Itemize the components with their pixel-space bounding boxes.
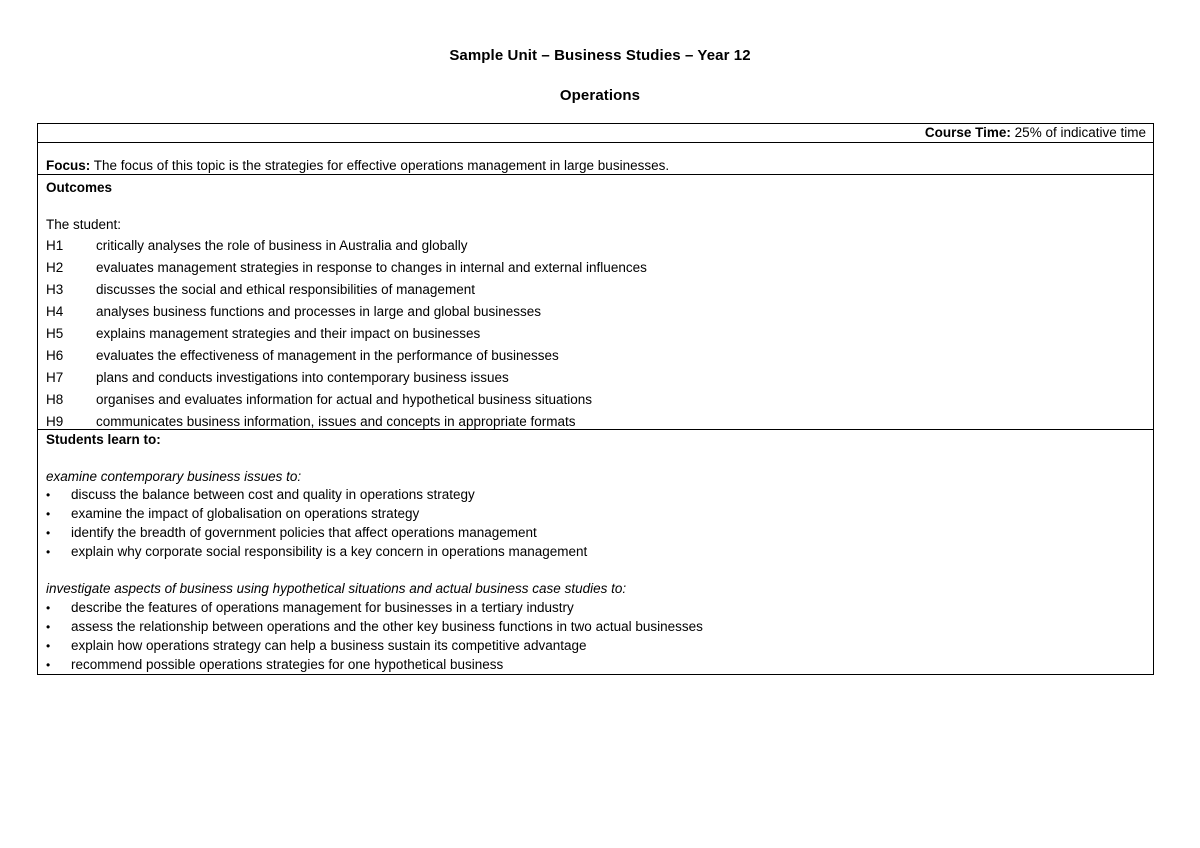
bullet-icon: • xyxy=(46,639,51,653)
outcome-text: discusses the social and ethical responsibilities of management xyxy=(96,282,475,297)
outcome-text: evaluates management strategies in response to changes in internal and external influences xyxy=(96,260,647,275)
outcome-code: H3 xyxy=(46,282,64,297)
list-item xyxy=(46,618,1145,637)
focus-row xyxy=(46,158,1153,173)
list-item xyxy=(46,505,1145,524)
outcome-text: analyses business functions and processes in large and global businesses xyxy=(96,304,542,319)
bullet-text: describe the features of operations management for businesses in a tertiary industry xyxy=(71,600,574,615)
outcome-code: H5 xyxy=(46,326,64,341)
outcome-code: H9 xyxy=(46,414,64,429)
unit-table xyxy=(37,123,1154,675)
learn-section-intro: examine contemporary business issues to: xyxy=(46,469,302,484)
bullet-text: recommend possible operations strategies for one hypothetical business xyxy=(71,657,504,672)
list-item xyxy=(46,237,1145,259)
course-time xyxy=(925,125,1146,140)
outcome-code: H8 xyxy=(46,392,64,407)
list-item xyxy=(46,369,1145,391)
learn-bullet-list xyxy=(46,486,1145,562)
outcomes-heading: Outcomes xyxy=(46,180,113,195)
list-item xyxy=(46,637,1145,656)
list-item xyxy=(46,259,1145,281)
outcome-text: communicates business information, issues and concepts in appropriate formats xyxy=(96,414,576,429)
divider xyxy=(38,142,1153,143)
outcome-code: H4 xyxy=(46,304,64,319)
outcome-text: critically analyses the role of business in Australia and globally xyxy=(96,238,468,253)
outcome-text: organises and evaluates information for actual and hypothetical business situations xyxy=(96,392,593,407)
outcome-code: H2 xyxy=(46,260,64,275)
list-item xyxy=(46,486,1145,505)
outcomes-list xyxy=(46,237,1145,435)
list-item xyxy=(46,281,1145,303)
page-title: Sample Unit – Business Studies – Year 12 xyxy=(449,47,751,64)
list-item xyxy=(46,391,1145,413)
outcome-code: H1 xyxy=(46,238,64,253)
bullet-icon: • xyxy=(46,545,51,559)
bullet-icon: • xyxy=(46,526,51,540)
bullet-icon: • xyxy=(46,601,51,615)
bullet-icon: • xyxy=(46,488,51,502)
divider xyxy=(38,429,1153,430)
bullet-text: explain why corporate social responsibility is a key concern in operations management xyxy=(71,544,588,559)
bullet-text: explain how operations strategy can help a business sustain its competitive advantage xyxy=(71,638,587,653)
learn-bullet-list xyxy=(46,599,1145,675)
outcomes-intro: The student: xyxy=(46,217,122,232)
bullet-icon: • xyxy=(46,507,51,521)
list-item xyxy=(46,347,1145,369)
outcome-code: H6 xyxy=(46,348,64,363)
bullet-text: assess the relationship between operations and the other key business functions in two actual businesses xyxy=(71,619,703,634)
divider xyxy=(38,174,1153,175)
bullet-icon: • xyxy=(46,620,51,634)
list-item xyxy=(46,656,1145,675)
outcome-text: explains management strategies and their impact on businesses xyxy=(96,326,481,341)
bullet-text: identify the breadth of government policies that affect operations management xyxy=(71,525,537,540)
outcome-code: H7 xyxy=(46,370,64,385)
bullet-text: examine the impact of globalisation on operations strategy xyxy=(71,506,420,521)
outcome-text: evaluates the effectiveness of management in the performance of businesses xyxy=(96,348,559,363)
outcome-text: plans and conducts investigations into contemporary business issues xyxy=(96,370,509,385)
list-item xyxy=(46,325,1145,347)
list-item xyxy=(46,543,1145,562)
page-subtitle: Operations xyxy=(559,87,641,104)
learn-section-intro: investigate aspects of business using hypothetical situations and actual business case studies to: xyxy=(46,581,627,596)
bullet-icon: • xyxy=(46,658,51,672)
list-item xyxy=(46,303,1145,325)
focus-label: Focus: xyxy=(46,158,91,173)
list-item xyxy=(46,524,1145,543)
bullet-text: discuss the balance between cost and quality in operations strategy xyxy=(71,487,475,502)
learn-heading: Students learn to: xyxy=(46,432,161,447)
course-time-value: 25% of indicative time xyxy=(1014,125,1146,140)
course-time-label: Course Time: xyxy=(924,125,1011,140)
list-item xyxy=(46,599,1145,618)
focus-text: The focus of this topic is the strategies for effective operations management in large businesses. xyxy=(93,158,670,173)
